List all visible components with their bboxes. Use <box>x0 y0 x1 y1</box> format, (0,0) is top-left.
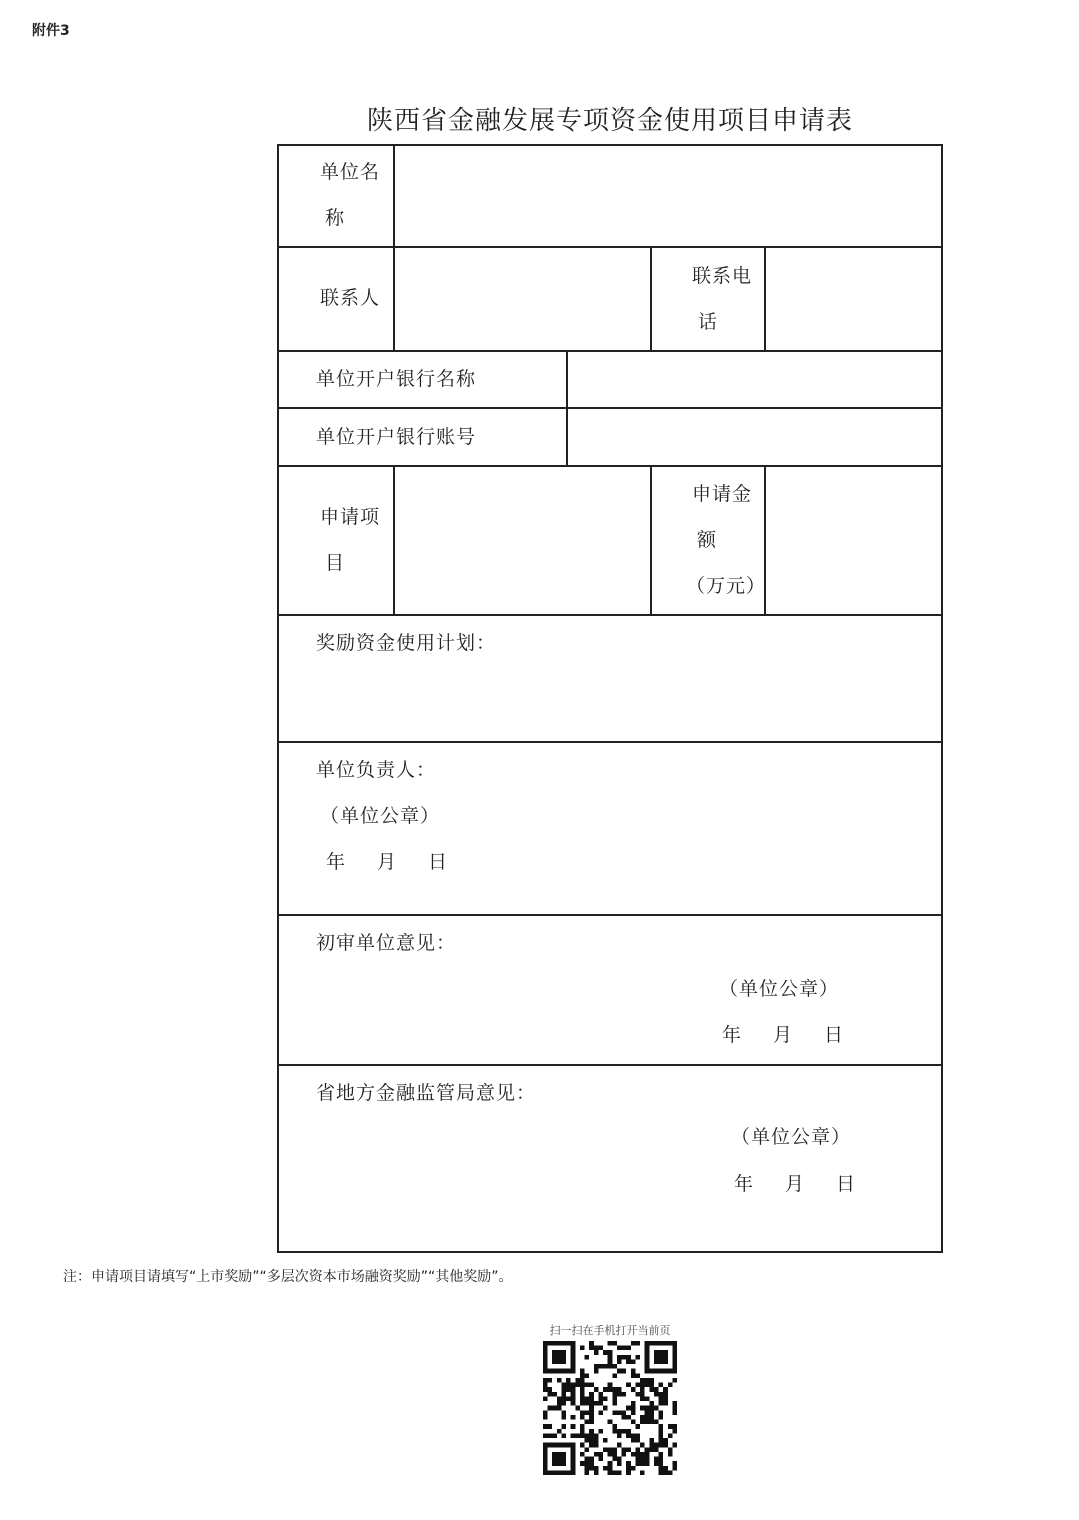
leader-year: 年 <box>326 851 347 873</box>
leader-label: 单位负责人： <box>316 759 437 781</box>
leader-month: 月 <box>377 851 398 873</box>
project-label-line1: 申请项 <box>320 506 381 528</box>
table-border-left <box>277 144 279 1253</box>
amount-label-line2: 额 <box>697 529 718 551</box>
table-border-top <box>277 144 943 146</box>
contact-phone-label-line2: 话 <box>698 311 719 333</box>
row-divider <box>277 246 943 248</box>
footnote: 注：申请项目请填写“上市奖励”“多层次资本市场融资奖励”“其他奖励”。 <box>63 1269 513 1285</box>
leader-seal: （单位公章） <box>320 805 441 827</box>
provincial-opinion-label: 省地方金融监管局意见： <box>316 1082 537 1104</box>
provincial-seal: （单位公章） <box>731 1126 852 1148</box>
unit-name-label-line2: 称 <box>325 207 346 229</box>
qr-modules <box>543 1341 677 1475</box>
attachment-label: 附件3 <box>32 23 70 39</box>
qr-code-icon[interactable] <box>543 1341 677 1475</box>
provincial-day: 日 <box>836 1173 857 1195</box>
bank-account-label: 单位开户银行账号 <box>316 426 477 448</box>
amount-label-line1: 申请金 <box>692 483 753 505</box>
prelim-year: 年 <box>722 1024 743 1046</box>
bank-name-label: 单位开户银行名称 <box>316 368 477 390</box>
leader-day: 日 <box>428 851 449 873</box>
application-form-table <box>277 144 943 1254</box>
row-divider <box>277 407 943 409</box>
table-border-bottom <box>277 1251 943 1253</box>
provincial-year: 年 <box>734 1173 755 1195</box>
contact-person-label: 联系人 <box>320 287 381 309</box>
column-divider <box>393 144 395 350</box>
provincial-month: 月 <box>785 1173 806 1195</box>
qr-caption: 扫一扫在手机打开当前页 <box>549 1324 671 1337</box>
row-divider <box>277 914 943 916</box>
project-label-line2: 目 <box>325 552 346 574</box>
contact-phone-label-line1: 联系电 <box>692 265 753 287</box>
column-divider <box>764 246 766 350</box>
column-divider <box>393 465 395 614</box>
row-divider <box>277 614 943 616</box>
prelim-opinion-label: 初审单位意见： <box>316 932 457 954</box>
column-divider <box>650 246 652 350</box>
row-divider <box>277 350 943 352</box>
column-divider <box>650 465 652 614</box>
plan-label: 奖励资金使用计划： <box>316 632 497 654</box>
amount-label-line3: （万元） <box>686 575 767 597</box>
row-divider <box>277 465 943 467</box>
prelim-month: 月 <box>773 1024 794 1046</box>
prelim-seal: （单位公章） <box>719 978 840 1000</box>
row-divider <box>277 1064 943 1066</box>
document-title: 陕西省金融发展专项资金使用项目申请表 <box>366 106 853 136</box>
table-border-right <box>941 144 943 1253</box>
prelim-day: 日 <box>824 1024 845 1046</box>
unit-name-label-line1: 单位名 <box>320 161 381 183</box>
row-divider <box>277 741 943 743</box>
column-divider <box>566 350 568 465</box>
